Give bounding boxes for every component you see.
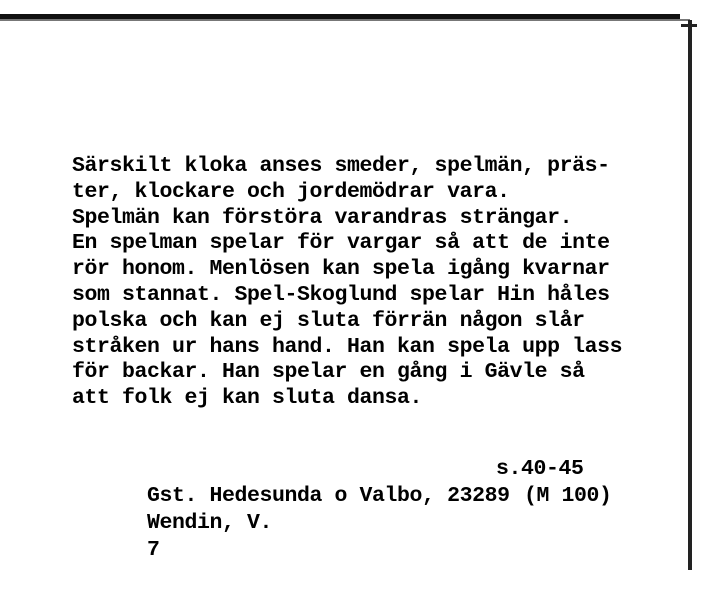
card-top-edge-shadow xyxy=(0,19,690,21)
body-line: ter, klockare och jordemödrar vara. xyxy=(72,179,510,204)
body-line: att folk ej kan sluta dansa. xyxy=(72,386,423,411)
body-line: för backar. Han spelar en gång i Gävle så xyxy=(72,360,585,385)
source-reference: Gst. Hedesunda o Valbo, 23289 xyxy=(147,484,510,508)
card-footer xyxy=(72,456,612,562)
card-body-text xyxy=(72,154,622,412)
body-line: Spelmän kan förstöra varandras strängar. xyxy=(72,205,573,230)
body-line: Särskilt kloka anses smeder, spelmän, präs- xyxy=(72,154,610,178)
body-line: En spelman spelar för vargar så att de inte xyxy=(72,231,610,256)
collector-name: Wendin, V. xyxy=(147,511,273,535)
page-reference: s.40-45 xyxy=(496,457,584,481)
body-line: stråken ur hans hand. Han kan spela upp lass xyxy=(72,334,623,359)
body-line: som stannat. Spel-Skoglund spelar Hin håles xyxy=(72,282,610,307)
footer-row-number xyxy=(72,510,510,562)
card-corner-mark xyxy=(681,24,697,27)
body-line: polska och kan ej sluta förrän någon slår xyxy=(72,308,585,333)
archive-reference: (M 100) xyxy=(524,484,612,508)
card-right-edge xyxy=(688,20,692,570)
card-number: 7 xyxy=(147,538,160,562)
footer-row-collector xyxy=(72,483,612,535)
body-line: rör honom. Menlösen kan spela igång kvarnar xyxy=(72,257,610,282)
